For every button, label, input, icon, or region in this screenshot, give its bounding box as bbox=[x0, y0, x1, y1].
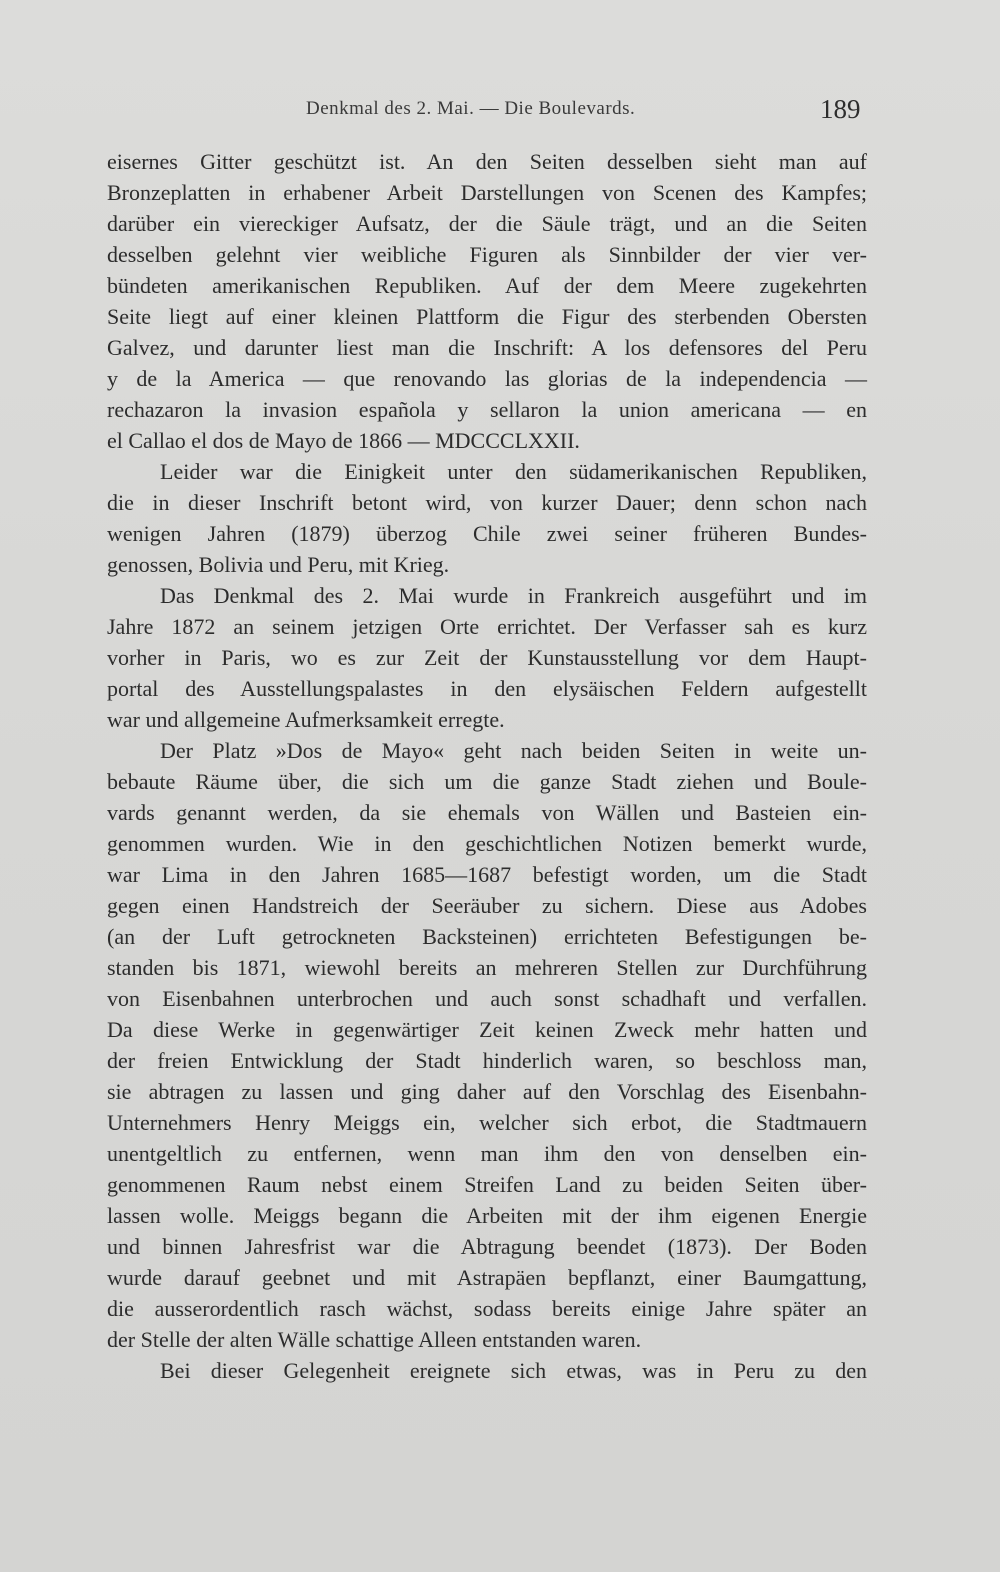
text-line: y de la America — que renovando las glorias de la independencia — bbox=[107, 366, 867, 391]
text-line: lassen wolle. Meiggs begann die Arbeiten mit der ihm eigenen Energie bbox=[107, 1203, 867, 1228]
text-line: genommenen Raum nebst einem Streifen Land zu beiden Seiten über- bbox=[107, 1172, 867, 1197]
text-line: Jahre 1872 an seinem jetzigen Orte errichtet. Der Verfasser sah es kurz bbox=[107, 614, 867, 639]
text-line: der Stelle der alten Wälle schattige Alleen entstanden waren. bbox=[107, 1327, 642, 1352]
text-line: und binnen Jahresfrist war die Abtragung beendet (1873). Der Boden bbox=[107, 1234, 867, 1259]
running-head-title: Denkmal des 2. Mai. — Die Boulevards. bbox=[306, 98, 636, 119]
text-line: darüber ein viereckiger Aufsatz, der die Säule trägt, und an die Seiten bbox=[107, 211, 867, 236]
text-line: genommen wurden. Wie in den geschichtlichen Notizen bemerkt wurde, bbox=[107, 831, 867, 856]
text-line: Der Platz »Dos de Mayo« geht nach beiden Seiten in weite un- bbox=[160, 738, 867, 763]
text-line: eisernes Gitter geschützt ist. An den Seiten desselben sieht man auf bbox=[107, 149, 867, 174]
page-number: 189 bbox=[820, 94, 861, 124]
text-line: Unternehmers Henry Meiggs ein, welcher sich erbot, die Stadtmauern bbox=[107, 1110, 867, 1135]
text-line: el Callao el dos de Mayo de 1866 — MDCCCLXXII. bbox=[107, 428, 580, 453]
text-line: die ausserordentlich rasch wächst, sodass bereits einige Jahre später an bbox=[107, 1296, 867, 1321]
text-line: der freien Entwicklung der Stadt hinderlich waren, so beschloss man, bbox=[107, 1048, 867, 1073]
text-line: wenigen Jahren (1879) überzog Chile zwei seiner früheren Bundes- bbox=[107, 521, 867, 546]
text-line: portal des Ausstellungspalastes in den elysäischen Feldern aufgestellt bbox=[107, 676, 867, 701]
text-line: Galvez, und darunter liest man die Inschrift: A los defensores del Peru bbox=[107, 335, 867, 360]
text-line: die in dieser Inschrift betont wird, von kurzer Dauer; denn schon nach bbox=[107, 490, 867, 515]
text-line: war und allgemeine Aufmerksamkeit erregte. bbox=[107, 707, 505, 732]
text-line: Das Denkmal des 2. Mai wurde in Frankreich ausgeführt und im bbox=[160, 583, 867, 608]
text-line: genossen, Bolivia und Peru, mit Krieg. bbox=[107, 552, 450, 577]
text-line: Leider war die Einigkeit unter den südamerikanischen Republiken, bbox=[160, 459, 867, 484]
text-line: bebaute Räume über, die sich um die ganze Stadt ziehen und Boule- bbox=[107, 769, 867, 794]
text-line: gegen einen Handstreich der Seeräuber zu sichern. Diese aus Adobes bbox=[107, 893, 867, 918]
text-line: desselben gelehnt vier weibliche Figuren als Sinnbilder der vier ver- bbox=[107, 242, 867, 267]
text-line: Seite liegt auf einer kleinen Plattform die Figur des sterbenden Obersten bbox=[107, 304, 867, 329]
text-line: rechazaron la invasion española y sellaron la union americana — en bbox=[107, 397, 867, 422]
text-line: von Eisenbahnen unterbrochen und auch sonst schadhaft und verfallen. bbox=[107, 986, 867, 1011]
text-line: vards genannt werden, da sie ehemals von Wällen und Basteien ein- bbox=[107, 800, 867, 825]
text-line: Bei dieser Gelegenheit ereignete sich etwas, was in Peru zu den bbox=[160, 1358, 867, 1383]
text-line: bündeten amerikanischen Republiken. Auf der dem Meere zugekehrten bbox=[107, 273, 867, 298]
text-line: sie abtragen zu lassen und ging daher auf den Vorschlag des Eisenbahn- bbox=[107, 1079, 867, 1104]
text-line: (an der Luft getrockneten Backsteinen) errichteten Befestigungen be- bbox=[107, 924, 867, 949]
text-line: unentgeltlich zu entfernen, wenn man ihm den von denselben ein- bbox=[107, 1141, 867, 1166]
text-line: wurde darauf geebnet und mit Astrapäen bepflanzt, einer Baumgattung, bbox=[107, 1265, 867, 1290]
text-line: war Lima in den Jahren 1685—1687 befestigt worden, um die Stadt bbox=[107, 862, 867, 887]
text-line: Da diese Werke in gegenwärtiger Zeit keinen Zweck mehr hatten und bbox=[107, 1017, 867, 1042]
text-line: Bronzeplatten in erhabener Arbeit Darstellungen von Scenen des Kampfes; bbox=[107, 180, 867, 205]
text-line: vorher in Paris, wo es zur Zeit der Kunstausstellung vor dem Haupt- bbox=[107, 645, 867, 670]
text-line: standen bis 1871, wiewohl bereits an mehreren Stellen zur Durchführung bbox=[107, 955, 867, 980]
running-head bbox=[0, 94, 1000, 128]
body-text bbox=[107, 146, 867, 1386]
